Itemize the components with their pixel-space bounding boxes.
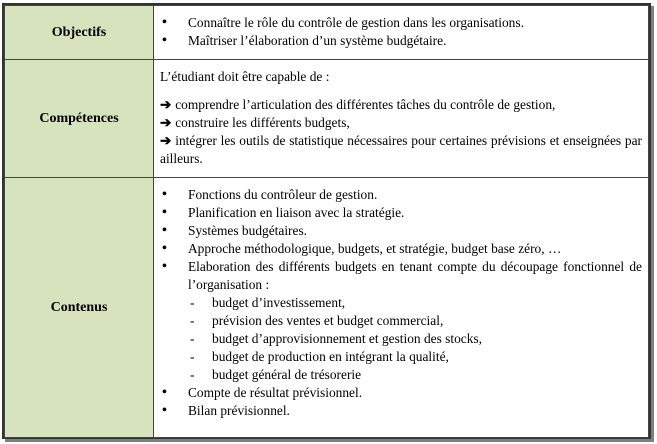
sublist-item: - budget d’investissement, [188,294,642,312]
list-item: • Approche méthodologique, budgets, et stratégie, budget base zéro, … [160,240,642,258]
arrow-right-icon: ➔ [160,133,172,148]
course-table-frame [2,3,651,439]
course-table [4,5,649,438]
label-competences: Compétences [5,60,154,178]
row-contenus [5,178,649,438]
list-item: • Maîtriser l’élaboration d’un système budgétaire. [160,32,642,50]
label-objectifs: Objectifs [5,6,154,60]
list-item: • Planification en liaison avec la stratégie. [160,204,642,222]
content-contenus [154,178,649,438]
sublist-item: - budget général de trésorerie [188,366,642,384]
budgets-sublist [188,294,642,384]
sublist-item: - budget de production en intégrant la qualité, [188,348,642,366]
row-competences [5,60,649,178]
list-item: ➔ construire les différents budgets, [160,115,350,130]
list-item: • Connaître le rôle du contrôle de gestion dans les organisations. [160,14,642,32]
contenus-list [160,186,642,420]
list-item: ➔ intégrer les outils de statistique nécessaires pour certaines prévisions et enseignées par ailleurs. [160,133,642,166]
arrow-right-icon: ➔ [160,97,172,112]
list-item: • Systèmes budgétaires. [160,222,642,240]
sublist-item: - prévision des ventes et budget commercial, [188,312,642,330]
content-objectifs [154,6,649,60]
list-item: • Elaboration des différents budgets en tenant compte du découpage fonctionnel de l’organisation : - budget d’investissement, - prévision des ventes et budget commercial, - budget d’approvisionnement et gestion des stocks, - budget de production en intégrant la qualité, - budget général de trésorerie [160,258,642,384]
list-item: • Bilan prévisionnel. [160,402,642,420]
list-item: ➔ comprendre l’articulation des différentes tâches du contrôle de gestion, [160,97,556,112]
competences-intro: L’étudiant doit être capable de : [160,69,330,84]
sublist-item: - budget d’approvisionnement et gestion des stocks, [188,330,642,348]
label-contenus: Contenus [5,178,154,438]
list-item: • Compte de résultat prévisionnel. [160,384,642,402]
row-objectifs [5,6,649,60]
objectifs-list [160,14,642,50]
list-item: • Fonctions du contrôleur de gestion. [160,186,642,204]
arrow-right-icon: ➔ [160,115,172,130]
content-competences [154,60,649,178]
